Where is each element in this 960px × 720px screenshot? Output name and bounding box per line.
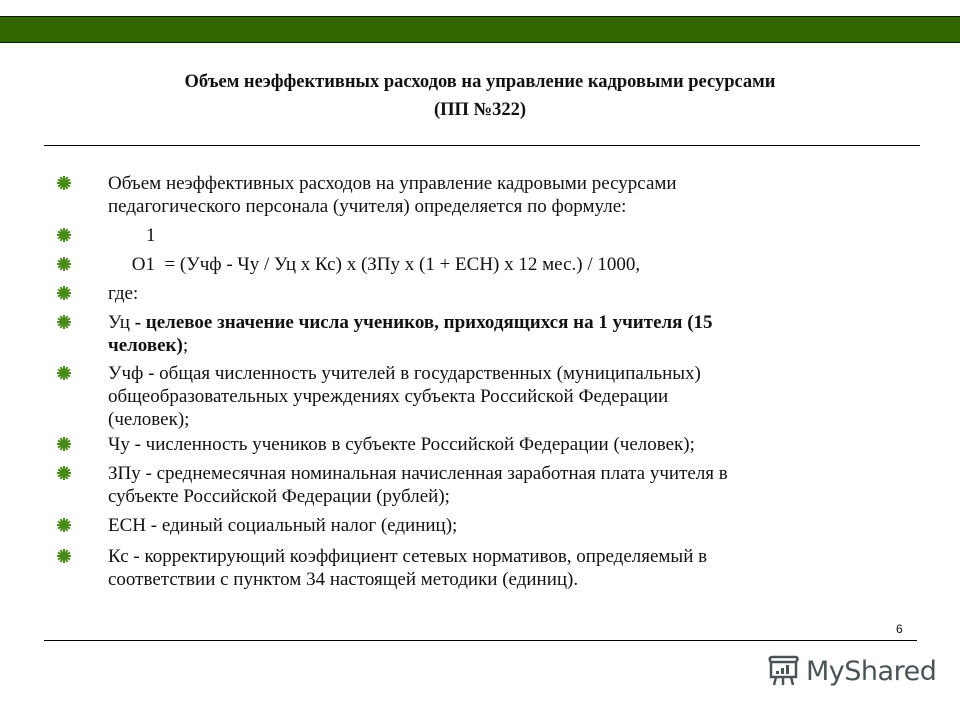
slide-title-line2: (ПП №322): [433, 100, 527, 120]
text-segment: Кс - корректирующий коэффициент сетевых нормативов, определяемый в: [108, 546, 708, 567]
page-number: 6: [896, 622, 903, 636]
item-text-line: [108, 282, 138, 305]
text-segment: где:: [108, 283, 139, 304]
item-text-line: [108, 514, 457, 537]
text-segment: - целевое значение числа учеников, приходящихся на 1 учителя (15: [134, 312, 713, 333]
logo-text: MyShared: [806, 655, 937, 687]
item-text-line: [108, 224, 156, 247]
item-text-line: [108, 362, 701, 385]
text-segment: ЕСН - единый социальный налог (единиц);: [108, 515, 458, 536]
item-text-line: [108, 545, 707, 568]
text-segment: субъекте Российской Федерации (рублей);: [108, 486, 450, 507]
starburst-bullet-icon: [56, 285, 72, 301]
slide-title-line1: Объем неэффективных расходов на управление кадровыми ресурсами: [184, 72, 776, 92]
starburst-bullet-icon: [56, 227, 72, 243]
item-text-line: [108, 334, 188, 357]
starburst-bullet-icon: [56, 548, 72, 564]
text-segment: Объем неэффективных расходов на управление кадровыми ресурсами: [108, 173, 677, 194]
starburst-bullet-icon: [56, 314, 72, 330]
starburst-bullet-icon: [56, 256, 72, 272]
item-text-line: [108, 195, 626, 218]
text-segment: соответствии с пунктом 34 настоящей методики (единиц).: [108, 569, 579, 590]
text-segment: 1: [108, 225, 156, 246]
item-text-line: [108, 485, 450, 508]
text-segment: О1 = (Учф - Чу / Уц х Кс) х (ЗПу х (1 + ЕСН) х 12 мес.) / 1000,: [108, 254, 641, 275]
bottom-divider: [44, 640, 917, 641]
text-segment: ЗПу - среднемесячная номинальная начисленная заработная плата учителя в: [108, 463, 728, 484]
starburst-bullet-icon: [56, 175, 72, 191]
item-text-line: [108, 311, 713, 334]
text-segment: общеобразовательных учреждениях субъекта Российской Федерации: [108, 386, 669, 407]
top-divider: [44, 145, 920, 146]
starburst-bullet-icon: [56, 517, 72, 533]
presentation-board-icon: [766, 654, 800, 688]
text-segment: Уц: [108, 312, 135, 333]
text-segment: ;: [182, 335, 189, 356]
starburst-bullet-icon: [56, 436, 72, 452]
header-bar: [0, 16, 960, 43]
item-text-line: [108, 408, 189, 431]
item-text-line: [108, 433, 695, 456]
item-text-line: [108, 385, 668, 408]
starburst-bullet-icon: [56, 465, 72, 481]
text-segment: Чу - численность учеников в субъекте Российской Федерации (человек);: [108, 434, 695, 455]
item-text-line: [108, 568, 578, 591]
text-segment: Учф - общая численность учителей в государственных (муниципальных): [108, 363, 701, 384]
item-text-line: [108, 462, 728, 485]
text-segment: педагогического персонала (учителя) определяется по формуле:: [108, 196, 627, 217]
starburst-bullet-icon: [56, 365, 72, 381]
item-text-line: [108, 172, 677, 195]
myshared-logo: [766, 654, 936, 688]
text-segment: человек): [108, 335, 183, 356]
text-segment: (человек);: [108, 409, 190, 430]
item-text-line: [108, 253, 640, 276]
